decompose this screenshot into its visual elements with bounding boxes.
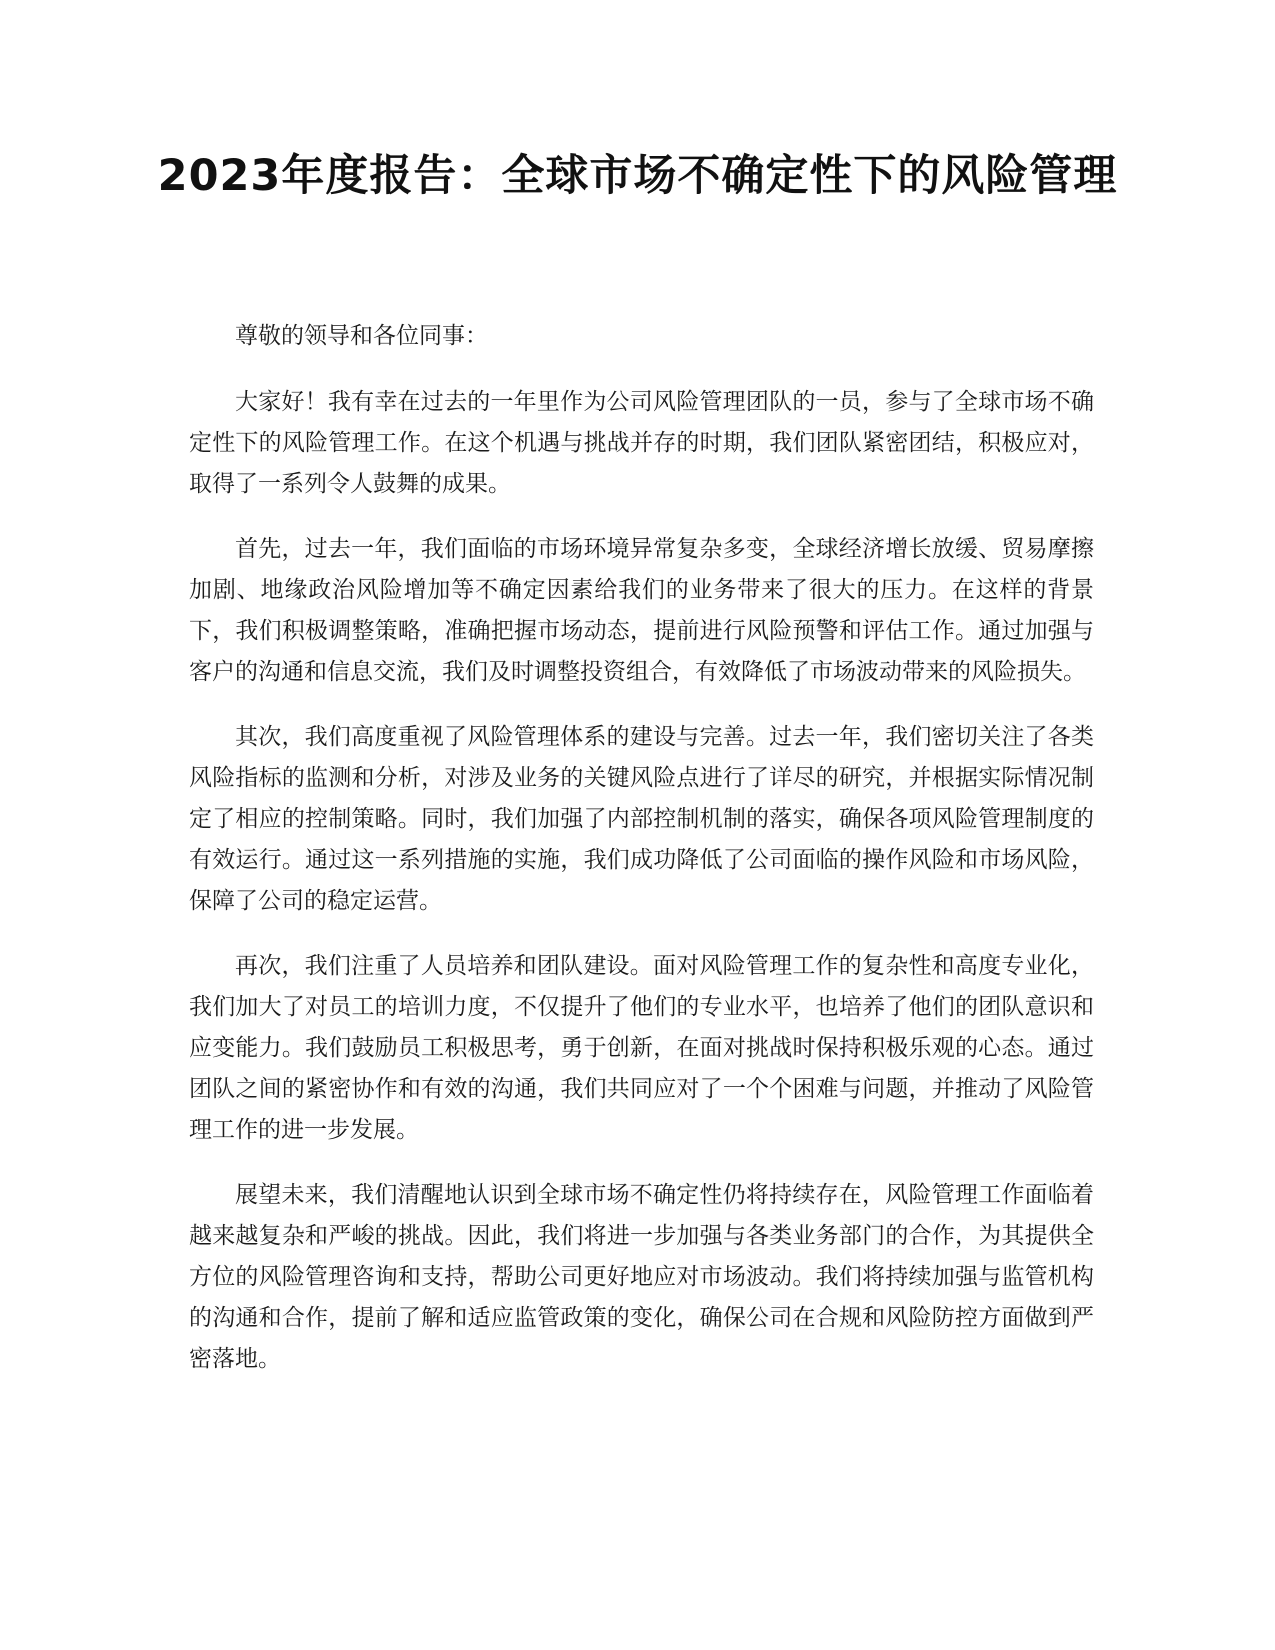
document-body — [189, 316, 1094, 1404]
salutation: 尊敬的领导和各位同事： — [235, 323, 488, 349]
paragraph-team-building: 再次，我们注重了人员培养和团队建设。面对风险管理工作的复杂性和高度专业化，我们加大了对员工的培训力度，不仅提升了他们的专业水平，也培养了他们的团队意识和应变能力。我们鼓励员工积极思考，勇于创新，在面对挑战时保持积极乐观的心态。通过团队之间的紧密协作和有效的沟通，我们共同应对了一个个困难与问题，并推动了风险管理工作的进一步发展。 — [189, 953, 1094, 1143]
paragraph-market-environment: 首先，过去一年，我们面临的市场环境异常复杂多变，全球经济增长放缓、贸易摩擦加剧、地缘政治风险增加等不确定因素给我们的业务带来了很大的压力。在这样的背景下，我们积极调整策略，准确把握市场动态，提前进行风险预警和评估工作。通过加强与客户的沟通和信息交流，我们及时调整投资组合，有效降低了市场波动带来的风险损失。 — [189, 536, 1094, 685]
document-title: 2023年度报告：全球市场不确定性下的风险管理 — [157, 151, 1118, 201]
paragraph-outlook: 展望未来，我们清醒地认识到全球市场不确定性仍将持续存在，风险管理工作面临着越来越复杂和严峻的挑战。因此，我们将进一步加强与各类业务部门的合作，为其提供全方位的风险管理咨询和支持，帮助公司更好地应对市场波动。我们将持续加强与监管机构的沟通和合作，提前了解和适应监管政策的变化，确保公司在合规和风险防控方面做到严密落地。 — [189, 1182, 1094, 1372]
paragraph-intro: 大家好！我有幸在过去的一年里作为公司风险管理团队的一员，参与了全球市场不确定性下的风险管理工作。在这个机遇与挑战并存的时期，我们团队紧密团结，积极应对，取得了一系列令人鼓舞的成果。 — [189, 389, 1094, 497]
paragraph-risk-system: 其次，我们高度重视了风险管理体系的建设与完善。过去一年，我们密切关注了各类风险指标的监测和分析，对涉及业务的关键风险点进行了详尽的研究，并根据实际情况制定了相应的控制策略。同时，我们加强了内部控制机制的落实，确保各项风险管理制度的有效运行。通过这一系列措施的实施，我们成功降低了公司面临的操作风险和市场风险，保障了公司的稳定运营。 — [189, 724, 1094, 914]
